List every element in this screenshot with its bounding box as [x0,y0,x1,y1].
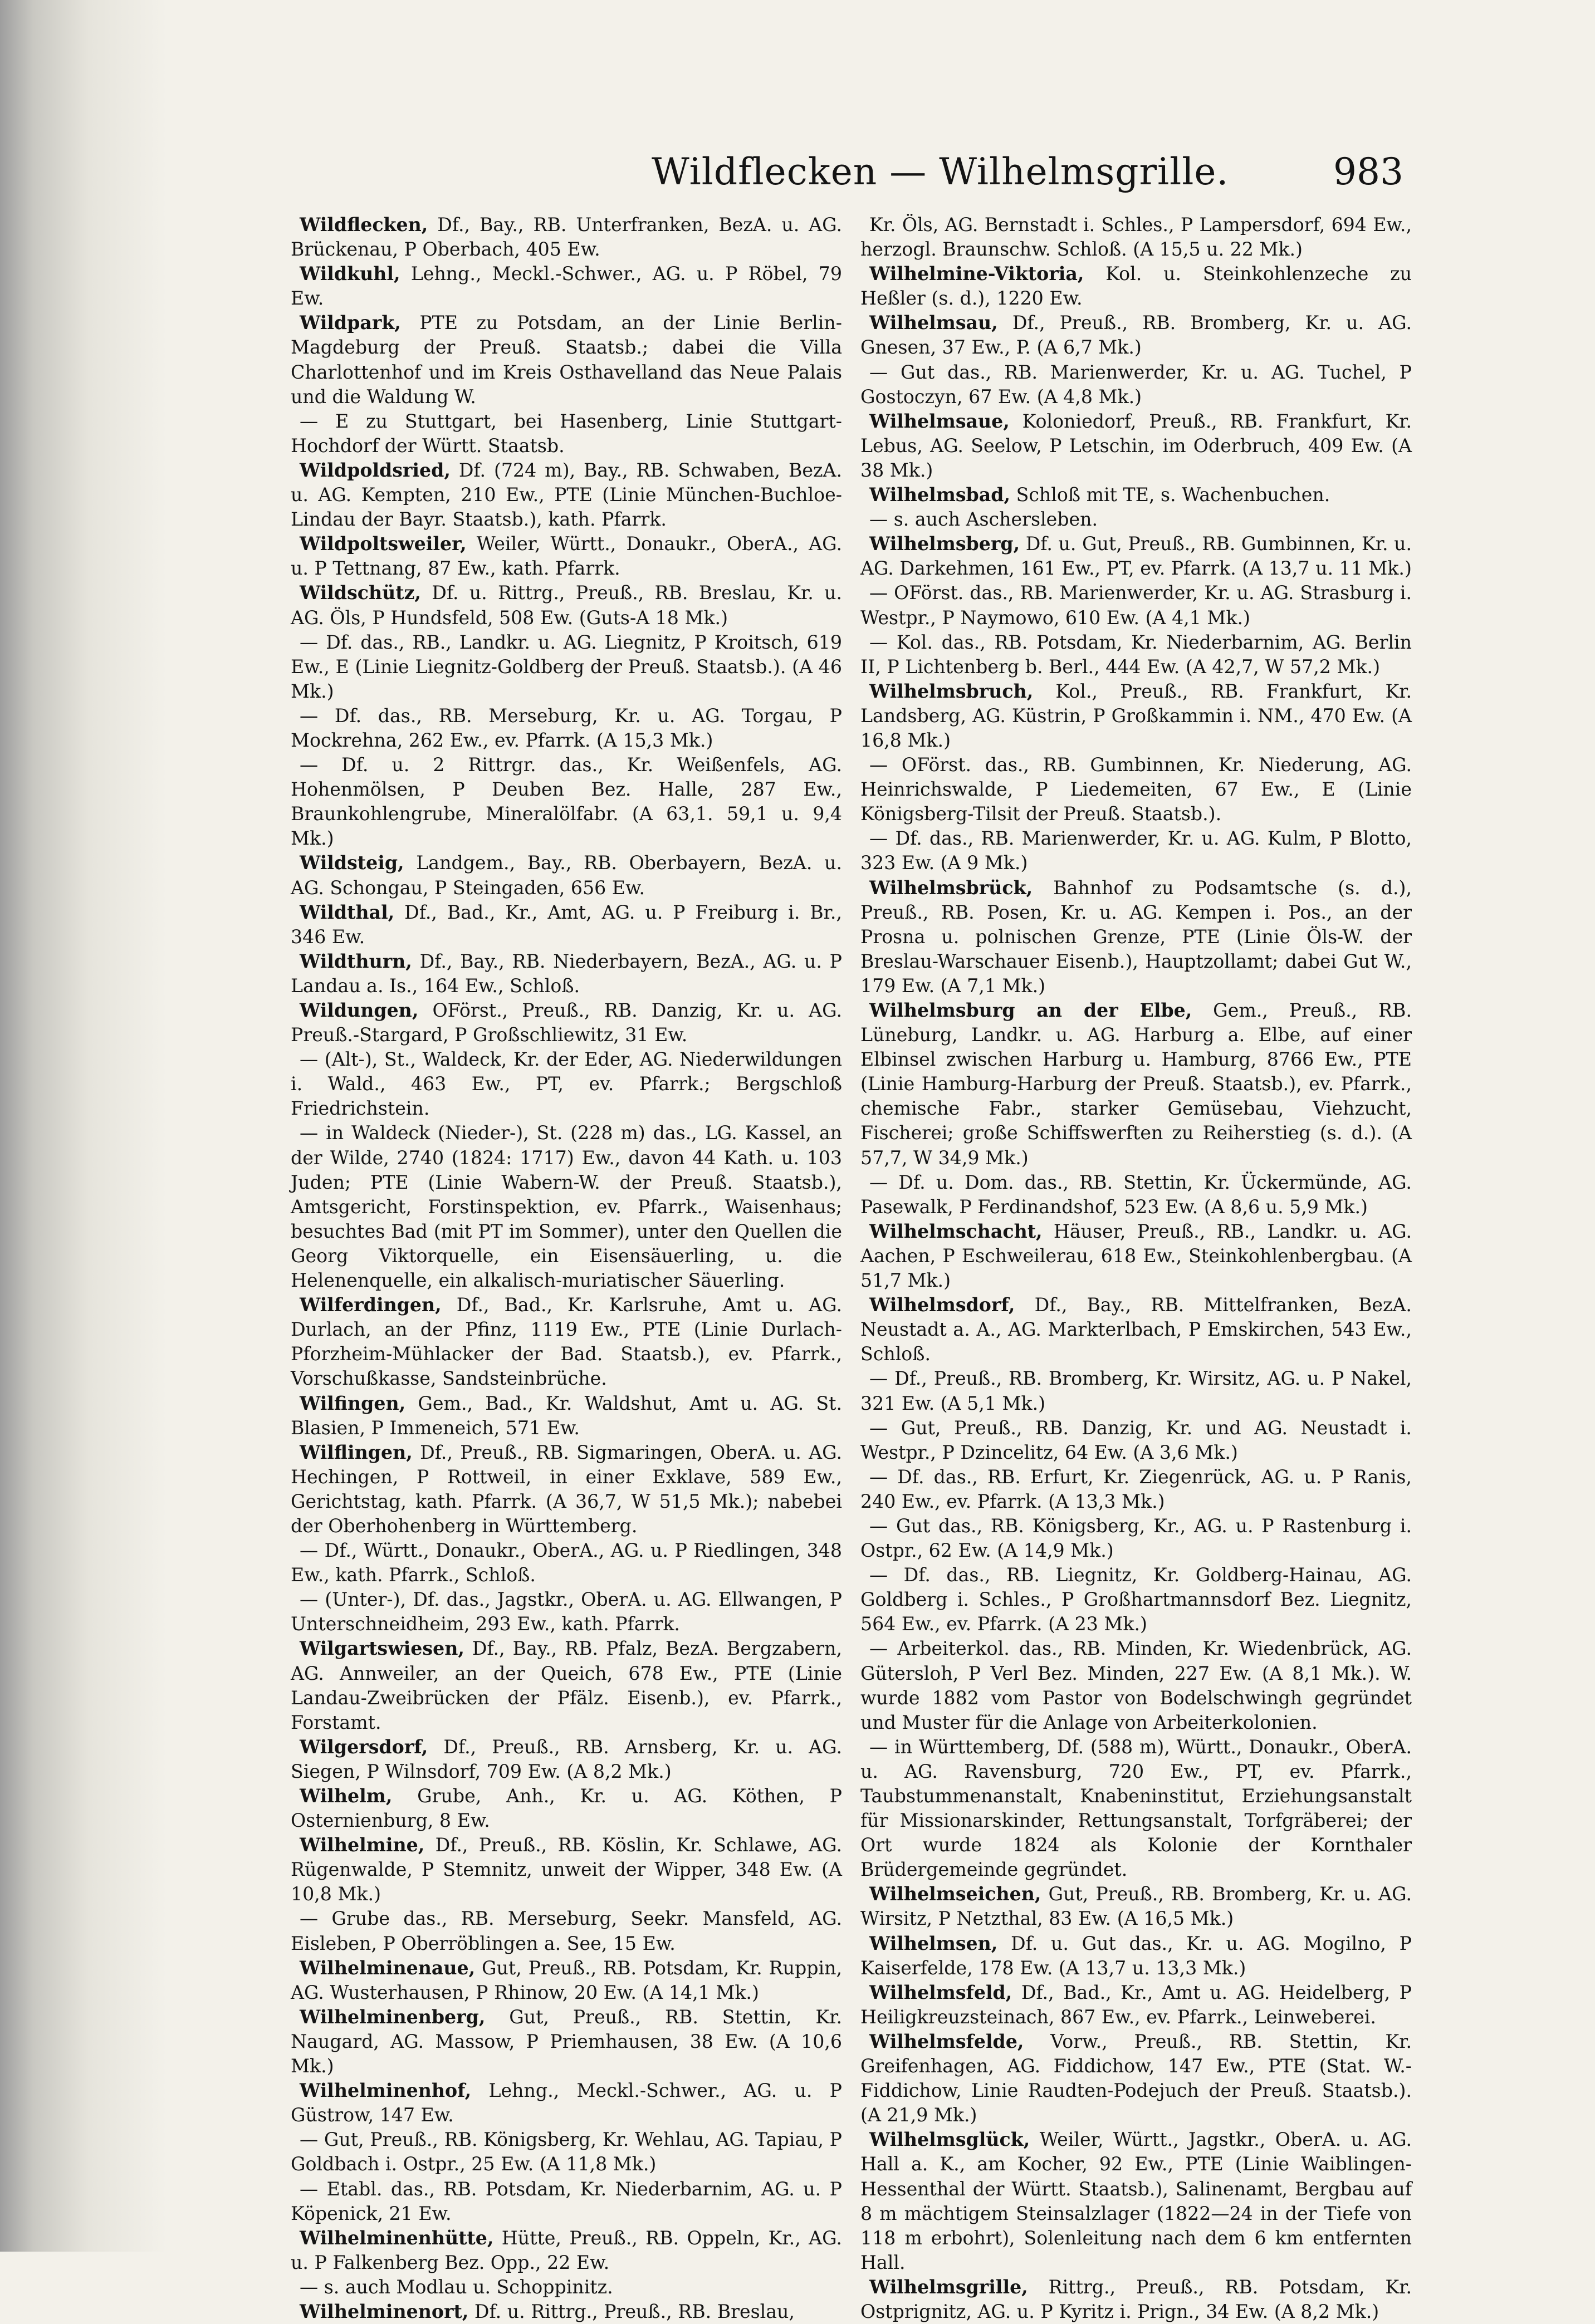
dictionary-entry [291,2127,842,2176]
dictionary-entry [291,704,842,753]
entry-text: Df. u. Gut das., Kr. u. AG. Mogilno, P Kaiserfelde, 178 Ew. (A 13,7 u. 13,3 Mk.) [860,1932,1412,1979]
entry-text: Schloß mit TE, s. Wachenbuchen. [1010,484,1330,506]
entry-text: Df., Bay., RB. Unterfranken, BezA. u. AG. Brückenau, P Oberbach, 405 Ew. [291,214,842,261]
dictionary-entry [291,1440,842,1538]
entry-headword: Wildsteig, [300,852,404,874]
dictionary-entry [291,409,842,458]
entry-headword: Wildflecken, [300,214,428,236]
dictionary-entry [291,1636,842,1734]
dictionary-entry [860,1219,1412,1293]
entry-headword: Wilhelminenhütte, [300,2227,494,2249]
dictionary-entry [291,1735,842,1784]
entry-text: — Gut, Preuß., RB. Königsberg, Kr. Wehlau, AG. Tapiau, P Goldbach i. Ostpr., 25 Ew. (A 11,8 Mk.) [291,2129,842,2175]
dictionary-entry [291,2005,842,2078]
entry-headword: Wilhelmine, [300,1834,425,1856]
entry-text: — in Waldeck (Nieder-), St. (228 m) das., LG. Kassel, an der Wilde, 2740 (1824: 1717) Ew., davon 44 Kath. u. 103 Juden; PTE (Linie Wabern-W. der Preuß. Staatsb.), Amtsgericht, Forstinspektion, ev. Pfarrk., Waisenhaus; besuchtes Bad (mit PT im Sommer), unter den Quellen die Georg Viktorquelle, ein Eisensäuerling, u. die Helenenquelle, ein alkalisch-muriatischer Säuerling. [291,1122,842,1292]
entry-text: Df. u. Rittrg., Preuß., RB. Breslau, [468,2300,795,2322]
entry-text: — Df. u. 2 Rittrgr. das., Kr. Weißenfels, AG. Hohenmölsen, P Deuben Bez. Halle, 287 Ew., Braunkohlengrube, Mineralölfabr. (A 63,1. 59,1 u. 9,4 Mk.) [291,754,842,850]
dictionary-entry [860,998,1412,1170]
entry-headword: Wilgartswiesen, [300,1637,464,1660]
dictionary-entry [291,2078,842,2127]
dictionary-entry [291,1293,842,1391]
entry-text: Df. u. Gut, Preuß., RB. Gumbinnen, Kr. u. AG. Darkehmen, 161 Ew., PT, ev. Pfarrk. (A 13,7 u. 11 Mk.) [860,533,1412,580]
dictionary-entry [860,311,1412,360]
dictionary-entry [291,1784,842,1833]
dictionary-entry [291,851,842,900]
dictionary-entry [860,2029,1412,2127]
dictionary-entry [860,2275,1412,2324]
dictionary-entry [860,1735,1412,1882]
entry-text: — Grube das., RB. Merseburg, Seekr. Mansfeld, AG. Eisleben, P Oberröblingen a. See, 15 Ew. [291,1908,842,1954]
entry-headword: Wilhelmschacht, [869,1220,1043,1242]
dictionary-entry [860,532,1412,581]
entry-text: — Df. das., RB. Erfurt, Kr. Ziegenrück, AG. u. P Ranis, 240 Ew., ev. Pfarrk. (A 13,3 Mk.) [860,1465,1412,1512]
entry-headword: Wilhelmseichen, [869,1883,1041,1905]
entry-headword: Wilhelmsburg an der Elbe, [869,999,1192,1021]
entry-text: — Gut, Preuß., RB. Danzig, Kr. und AG. Neustadt i. Westpr., P Dzincelitz, 64 Ew. (A 3,6 Mk.) [860,1416,1412,1463]
dictionary-entry [860,1514,1412,1563]
dictionary-entry [860,1563,1412,1636]
entry-headword: Wildkuhl, [300,263,400,285]
entry-text: — (Unter-), Df. das., Jagstkr., OberA. u. AG. Ellwangen, P Unterschneidheim, 293 Ew., kath. Pfarrk. [291,1588,842,1635]
dictionary-entry [860,213,1412,262]
dictionary-entry [860,753,1412,826]
entry-text: Grube, Anh., Kr. u. AG. Köthen, P Osternienburg, 8 Ew. [291,1785,842,1832]
entry-headword: Wilhelmsbruch, [869,680,1034,702]
entry-text: Gem., Preuß., RB. Lüneburg, Landkr. u. AG. Harburg a. Elbe, auf einer Elbinsel zwischen Harburg u. Hamburg, 8766 Ew., PTE (Linie Hamburg-Harburg der Preuß. Staatsb.), ev. Pfarrk., chemische Fabr., starker Gemüsebau, Viehzucht, Fischerei; große Schiffswerften zu Reiherstieg (s. d.). (A 57,7, W 34,9 Mk.) [860,999,1412,1169]
dictionary-entry [860,360,1412,409]
entry-text: Hütte, Preuß., RB. Oppeln, Kr., AG. u. P Falkenberg Bez. Opp., 22 Ew. [291,2227,842,2273]
dictionary-entry [291,900,842,949]
dictionary-entry [860,581,1412,630]
dictionary-entry [291,1956,842,2005]
entry-text: — s. auch Aschersleben. [869,508,1098,531]
entry-text: — Arbeiterkol. das., RB. Minden, Kr. Wiedenbrück, AG. Gütersloh, P Verl Bez. Minden, 227 Ew. (A 8,1 Mk.). W. wurde 1882 vom Pastor von Bodelschwingh gegründet und Muster für die Anlage von Arbeiterkolonien. [860,1637,1412,1733]
dictionary-entry [860,1882,1412,1931]
dictionary-entry [291,1587,842,1636]
entry-headword: Wilfingen, [300,1392,406,1414]
entry-text: Gut, Preuß., RB. Stettin, Kr. Naugard, AG. Massow, P Priemhausen, 38 Ew. (A 10,6 Mk.) [291,2006,842,2077]
entry-text: Df. u. Rittrg., Preuß., RB. Breslau, Kr. u. AG. Öls, P Hundsfeld, 508 Ew. (Guts-A 18 Mk.) [291,582,842,629]
entry-text: Weiler, Württ., Donaukr., OberA., AG. u. P Tettnang, 87 Ew., kath. Pfarrk. [291,533,842,580]
entry-headword: Wilhelmsfeld, [869,1981,1012,2003]
entry-text: — (Alt-), St., Waldeck, Kr. der Eder, AG. Niederwildungen i. Wald., 463 Ew., PT, ev. Pfarrk.; Bergschloß Friedrichstein. [291,1048,842,1120]
entry-text: — s. auch Modlau u. Schoppinitz. [300,2276,613,2298]
dictionary-entry [860,1980,1412,2029]
entry-headword: Wilhelmsberg, [869,533,1020,555]
entry-text: Lehng., Meckl.-Schwer., AG. u. P Röbel, 79 Ew. [291,263,842,310]
dictionary-entry [291,1047,842,1121]
dictionary-entry [860,1465,1412,1514]
entry-text: Df., Bay., RB. Pfalz, BezA. Bergzabern, AG. Annweiler, an der Queich, 678 Ew., PTE (Linie Landau-Zweibrücken der Pfälz. Eisenb.), ev. Pfarrk., Forstamt. [291,1637,842,1733]
entry-headword: Wilhelmsfelde, [869,2030,1024,2052]
left-column [291,213,842,2324]
entry-headword: Wilhelmsglück, [869,2129,1030,2151]
entry-headword: Wilhelmsau, [869,312,998,334]
dictionary-entry [291,2177,842,2226]
page-edge-shadow [0,0,167,2252]
dictionary-entry [860,1170,1412,1219]
entry-text: — Df. u. Dom. das., RB. Stettin, Kr. Ückermünde, AG. Pasewalk, P Ferdinandshof, 523 Ew. (A 8,6 u. 5,9 Mk.) [860,1171,1412,1218]
entry-text: Gut, Preuß., RB. Bromberg, Kr. u. AG. Wirsitz, P Netzthal, 83 Ew. (A 16,5 Mk.) [860,1883,1412,1930]
entry-text: — Df. das., RB., Landkr. u. AG. Liegnitz, P Kroitsch, 619 Ew., E (Linie Liegnitz-Goldberg der Preuß. Staatsb.). (A 46 Mk.) [291,631,842,702]
entry-text: Häuser, Preuß., RB., Landkr. u. AG. Aachen, P Eschweilerau, 618 Ew., Steinkohlenbergbau. (A 51,7 Mk.) [860,1220,1412,1292]
dictionary-entry [291,311,842,409]
entry-text: Landgem., Bay., RB. Oberbayern, BezA. u. AG. Schongau, P Steingaden, 656 Ew. [291,852,842,899]
entry-headword: Wilhelmsbad, [869,484,1011,506]
dictionary-entry [860,483,1412,507]
dictionary-entry [291,1538,842,1587]
dictionary-entry [860,1931,1412,1980]
entry-text: Df., Preuß., RB. Arnsberg, Kr. u. AG. Siegen, P Wilnsdorf, 709 Ew. (A 8,2 Mk.) [291,1735,842,1782]
dictionary-entry [291,630,842,704]
entry-text: Koloniedorf, Preuß., RB. Frankfurt, Kr. Lebus, AG. Seelow, P Letschin, im Oderbruch, 409 Ew. (A 38 Mk.) [860,410,1412,481]
dictionary-entry [860,679,1412,753]
dictionary-entry [291,1121,842,1293]
dictionary-entry [860,630,1412,679]
entry-headword: Wilhelminenort, [300,2300,469,2322]
dictionary-entry [291,213,842,262]
entry-headword: Wildthurn, [300,950,412,972]
dictionary-entry [291,532,842,581]
entry-text: Gem., Bad., Kr. Waldshut, Amt u. AG. St. Blasien, P Immeneich, 571 Ew. [291,1392,842,1439]
dictionary-entry [860,1293,1412,1366]
entry-text: Df., Bad., Kr., Amt, AG. u. P Freiburg i. Br., 346 Ew. [291,901,842,948]
entry-text: Bahnhof zu Podsamtsche (s. d.), Preuß., RB. Posen, Kr. u. AG. Kempen i. Pos., an der Prosna u. polnischen Grenze, PTE (Linie Öls-W. der Breslau-Warschauer Eisenb.), Hauptzollamt; dabei Gut W., 179 Ew. (A 7,1 Mk.) [860,876,1412,997]
entry-headword: Wilhelmsaue, [869,410,1010,432]
entry-headword: Wilhelmsdorf, [869,1294,1015,1316]
entry-headword: Wildpark, [300,312,401,334]
dictionary-entry [860,1366,1412,1415]
entry-text: — Df., Württ., Donaukr., OberA., AG. u. P Riedlingen, 348 Ew., kath. Pfarrk., Schloß. [291,1539,842,1586]
entry-text: — Kol. das., RB. Potsdam, Kr. Niederbarnim, AG. Berlin II, P Lichtenberg b. Berl., 444 Ew. (A 42,7, W 57,2 Mk.) [860,631,1412,678]
dictionary-entry [860,409,1412,483]
dictionary-entry [860,1416,1412,1465]
dictionary-entry [291,2275,842,2300]
entry-headword: Wildungen, [300,999,419,1021]
entry-text: — Df., Preuß., RB. Bromberg, Kr. Wirsitz, AG. u. P Nakel, 321 Ew. (A 5,1 Mk.) [860,1367,1412,1414]
entry-text: Df. (724 m), Bay., RB. Schwaben, BezA. u. AG. Kempten, 210 Ew., PTE (Linie München-Buchloe-Lindau der Bayr. Staatsb.), kath. Pfarrk. [291,459,842,531]
dictionary-entry [860,262,1412,311]
dictionary-entry [291,581,842,630]
entry-text: Df., Preuß., RB. Bromberg, Kr. u. AG. Gnesen, 37 Ew., P. (A 6,7 Mk.) [860,312,1412,359]
entry-headword: Wilgersdorf, [300,1735,428,1758]
entry-headword: Wilhelminenberg, [300,2006,486,2028]
entry-headword: Wilhelmsgrille, [869,2276,1028,2298]
entry-headword: Wildpoldsried, [300,459,451,481]
running-title: Wildflecken — Wilhelmsgrille. [652,150,1229,193]
entry-text: Vorw., Preuß., RB. Stettin, Kr. Greifenhagen, AG. Fiddichow, 147 Ew., PTE (Stat. W.-Fiddichow, Linie Raudten-Podejuch der Preuß. Staatsb.). (A 21,9 Mk.) [860,2030,1412,2126]
entry-text: — Df. das., RB. Marienwerder, Kr. u. AG. Kulm, P Blotto, 323 Ew. (A 9 Mk.) [860,827,1412,874]
entry-text: — in Württemberg, Df. (588 m), Württ., Donaukr., OberA. u. AG. Ravensburg, 720 Ew., PT, ev. Pfarrk., Taubstummenanstalt, Knabeninstitut, Erziehungsanstalt für Missionarskinder, Rettungsanstalt, Torfgräberei; der Ort wurde 1824 als Kolonie der Kornthaler Brüdergemeinde gegründet. [860,1735,1412,1881]
entry-text: Kol. u. Steinkohlenzeche zu Heßler (s. d.), 1220 Ew. [860,263,1412,310]
entry-headword: Wilhelminenhof, [300,2080,472,2102]
dictionary-entry [860,2127,1412,2275]
entry-headword: Wilferdingen, [300,1294,442,1316]
dictionary-entry [291,1833,842,1906]
entry-headword: Wilhelm, [300,1785,393,1807]
dictionary-entry [291,753,842,851]
entry-text: — E zu Stuttgart, bei Hasenberg, Linie Stuttgart-Hochdorf der Württ. Staatsb. [291,410,842,457]
entry-headword: Wilhelmsbrück, [869,876,1033,899]
dictionary-entry [860,826,1412,875]
entry-text: — OFörst. das., RB. Marienwerder, Kr. u. AG. Strasburg i. Westpr., P Naymowo, 610 Ew. (A 4,1 Mk.) [860,582,1412,629]
entry-text: Df., Bad., Kr., Amt u. AG. Heidelberg, P Heiligkreuzsteinach, 867 Ew., ev. Pfarrk., Leinweberei. [860,1981,1412,2028]
entry-text: Rittrg., Preuß., RB. Potsdam, Kr. Ostprignitz, AG. u. P Kyritz i. Prign., 34 Ew. (A 8,2 Mk.) [860,2276,1412,2322]
page-header [290,150,1403,212]
entry-text: — Df. das., RB. Merseburg, Kr. u. AG. Torgau, P Mockrehna, 262 Ew., ev. Pfarrk. (A 15,3 Mk.) [291,704,842,751]
entry-text: Kol., Preuß., RB. Frankfurt, Kr. Landsberg, AG. Küstrin, P Großkammin i. NM., 470 Ew. (A 16,8 Mk.) [860,680,1412,751]
entry-text: Lehng., Meckl.-Schwer., AG. u. P Güstrow, 147 Ew. [291,2080,842,2126]
dictionary-entry [291,262,842,311]
entry-headword: Wildpoltsweiler, [300,533,467,555]
entry-text: — Etabl. das., RB. Potsdam, Kr. Niederbarnim, AG. u. P Köpenick, 21 Ew. [291,2178,842,2224]
dictionary-entry [291,2300,842,2324]
entry-text: Df., Bay., RB. Niederbayern, BezA., AG. u. P Landau a. Is., 164 Ew., Schloß. [291,950,842,997]
entry-text: Gut, Preuß., RB. Potsdam, Kr. Ruppin, AG. Wusterhausen, P Rhinow, 20 Ew. (A 14,1 Mk.) [291,1957,842,2003]
entry-headword: Wilhelminenaue, [300,1957,476,1979]
entry-text: Kr. Öls, AG. Bernstadt i. Schles., P Lampersdorf, 694 Ew., herzogl. Braunschw. Schloß. (A 15,5 u. 22 Mk.) [860,214,1412,261]
dictionary-entry [291,458,842,532]
entry-text: Df., Bad., Kr. Karlsruhe, Amt u. AG. Durlach, an der Pfinz, 1119 Ew., PTE (Linie Durlach-Pforzheim-Mühlacker der Bad. Staatsb.), ev. Pfarrk., Vorschußkasse, Sandsteinbrüche. [291,1294,842,1390]
dictionary-entry [291,1906,842,1955]
dictionary-entry [291,998,842,1047]
entry-text: PTE zu Potsdam, an der Linie Berlin-Magdeburg der Preuß. Staatsb.; dabei die Villa Charlottenhof und im Kreis Osthavelland das Neue Palais und die Waldung W. [291,312,842,408]
entry-headword: Wildschütz, [300,582,421,604]
entry-headword: Wildthal, [300,901,395,923]
entry-text: Df., Preuß., RB. Sigmaringen, OberA. u. AG. Hechingen, P Rottweil, in einer Exklave, 589 Ew., Gerichtstag, kath. Pfarrk. (A 36,7, W 51,5 Mk.); nabebei der Oberhohenberg in Württemberg. [291,1441,842,1537]
entry-text: Df., Preuß., RB. Köslin, Kr. Schlawe, AG. Rügenwalde, P Stemnitz, unweit der Wipper, 348 Ew. (A 10,8 Mk.) [291,1834,842,1905]
entry-headword: Wilhelmsen, [869,1932,998,1954]
entry-text: — OFörst. das., RB. Gumbinnen, Kr. Niederung, AG. Heinrichswalde, P Liedemeiten, 67 Ew., E (Linie Königsberg-Tilsit der Preuß. Staatsb.). [860,754,1412,825]
dictionary-entry [291,949,842,998]
entry-text: Df., Bay., RB. Mittelfranken, BezA. Neustadt a. A., AG. Markterlbach, P Emskirchen, 543 Ew., Schloß. [860,1294,1412,1365]
dictionary-entry [860,1636,1412,1734]
dictionary-entry [291,1391,842,1440]
dictionary-entry [860,507,1412,532]
entry-text: — Df. das., RB. Liegnitz, Kr. Goldberg-Hainau, AG. Goldberg i. Schles., P Großhartmannsdorf Bez. Liegnitz, 564 Ew., ev. Pfarrk. (A 23 Mk.) [860,1564,1412,1635]
entry-headword: Wilflingen, [300,1441,413,1463]
entry-text: — Gut das., RB. Marienwerder, Kr. u. AG. Tuchel, P Gostoczyn, 67 Ew. (A 4,8 Mk.) [860,361,1412,408]
entry-text: — Gut das., RB. Königsberg, Kr., AG. u. P Rastenburg i. Ostpr., 62 Ew. (A 14,9 Mk.) [860,1514,1412,1562]
entry-text: Weiler, Württ., Jagstkr., OberA. u. AG. Hall a. K., am Kocher, 92 Ew., PTE (Linie Waiblingen-Hessenthal der Württ. Staatsb.), Salinenamt, Bergbau auf 8 m mächtigem Steinsalzlager (1822—24 in der Tiefe von 118 m erbohrt), Solenleitung nach dem 6 km entfernten Hall. [860,2129,1412,2273]
page-number: 983 [1333,150,1403,193]
right-column [860,213,1412,2324]
dictionary-entry [860,876,1412,998]
entry-text: OFörst., Preuß., RB. Danzig, Kr. u. AG. Preuß.-Stargard, P Großschliewitz, 31 Ew. [291,999,842,1046]
dictionary-entry [291,2226,842,2275]
entry-headword: Wilhelmine-Viktoria, [869,263,1084,285]
